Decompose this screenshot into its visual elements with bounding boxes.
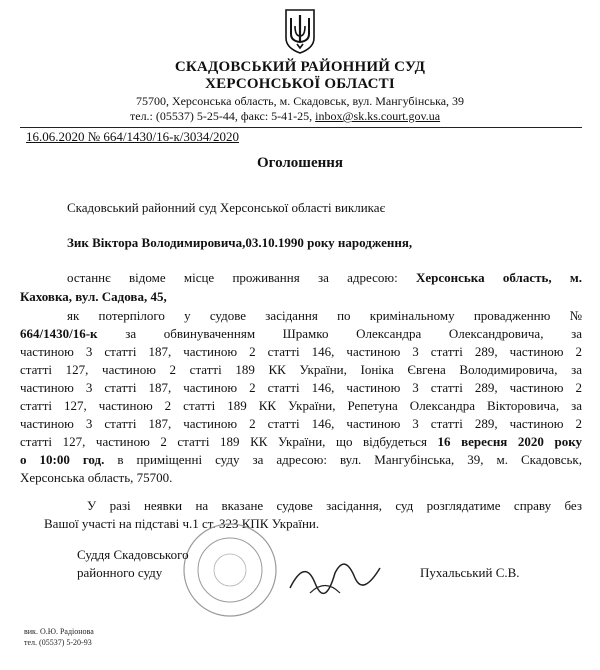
signatory-title-line1: Суддя Скадовського — [77, 547, 189, 562]
summons-line8: статті 127, частиною 2 статті 189 КК України, що відбудеться 16 вересня 2020 року — [20, 434, 583, 449]
document-reference: 16.06.2020 № 664/1430/16-к/3034/2020 — [26, 129, 239, 144]
phone-fax: тел.: (05537) 5-25-44, факс: 5-41-25, — [130, 109, 313, 123]
residence-line1: останнє відоме місце проживання за адресою: Херсонська область, м. — [67, 270, 582, 285]
summons-line4: статті 127, частиною 2 статті 189 КК України, Іоніка Євгена Володимировича, за — [20, 362, 582, 377]
summons-line5: частиною 3 статті 187, частиною 2 статті 146, частиною 3 статті 289, частиною 2 — [20, 380, 582, 395]
court-address: 75700, Херсонська область, м. Скадовськ, вул. Мангубінська, 39 — [135, 94, 465, 108]
signature-scribble — [285, 548, 385, 608]
court-name-line1: СКАДОВСЬКИЙ РАЙОННИЙ СУД — [174, 59, 426, 75]
summons-line3: частиною 3 статті 187, частиною 2 статті 146, частиною 3 статті 289, частиною 2 — [20, 344, 582, 359]
court-seal — [180, 520, 280, 620]
intro-text: Скадовський районний суд Херсонської області викликає — [67, 200, 386, 215]
summons-line7: частиною 3 статті 187, частиною 2 статті 146, частиною 3 статті 289, частиною 2 — [20, 416, 582, 431]
residence-line2: Каховка, вул. Садова, 45, — [20, 289, 167, 304]
summons-line1: як потерпілого у судове засідання по кримінальному провадженню № — [67, 308, 582, 323]
court-contacts — [130, 109, 440, 124]
executor-phone: тел. (05537) 5-20-93 — [24, 638, 92, 647]
summons-line9: о 10:00 год. в приміщенні суду за адресою: вул. Мангубінська, 39, м. Скадовськ, — [20, 452, 582, 467]
signatory-name: Пухальський С.В. — [420, 565, 520, 580]
trident-emblem — [283, 8, 317, 54]
court-name-line2: ХЕРСОНСЬКОЇ ОБЛАСТІ — [205, 76, 395, 92]
warning-line2: Вашої участі на підставі ч.1 ст. 323 КПК України. — [44, 516, 320, 531]
warning-line1: У разі неявки на вказане судове засідання, суд розглядатиме справу без — [87, 498, 582, 513]
document-title: Оголошення — [256, 155, 344, 171]
signatory-title-line2: районного суду — [77, 565, 163, 580]
header-divider — [20, 127, 582, 128]
summons-line2: 664/1430/16-к за обвинуваченням Шрамко Олександра Олександровича, за — [20, 326, 582, 341]
summons-line10: Херсонська область, 75700. — [20, 470, 173, 485]
email-link[interactable]: inbox@sk.ks.court.gov.ua — [315, 109, 441, 123]
executor-name: вик. О.Ю. Радіонова — [24, 627, 94, 636]
summons-line6: статті 127, частиною 2 статті 189 КК України, Репетуна Олександра Вікторовича, за — [20, 398, 582, 413]
person-name: Зик Віктора Володимировича,03.10.1990 року народження, — [67, 235, 413, 250]
